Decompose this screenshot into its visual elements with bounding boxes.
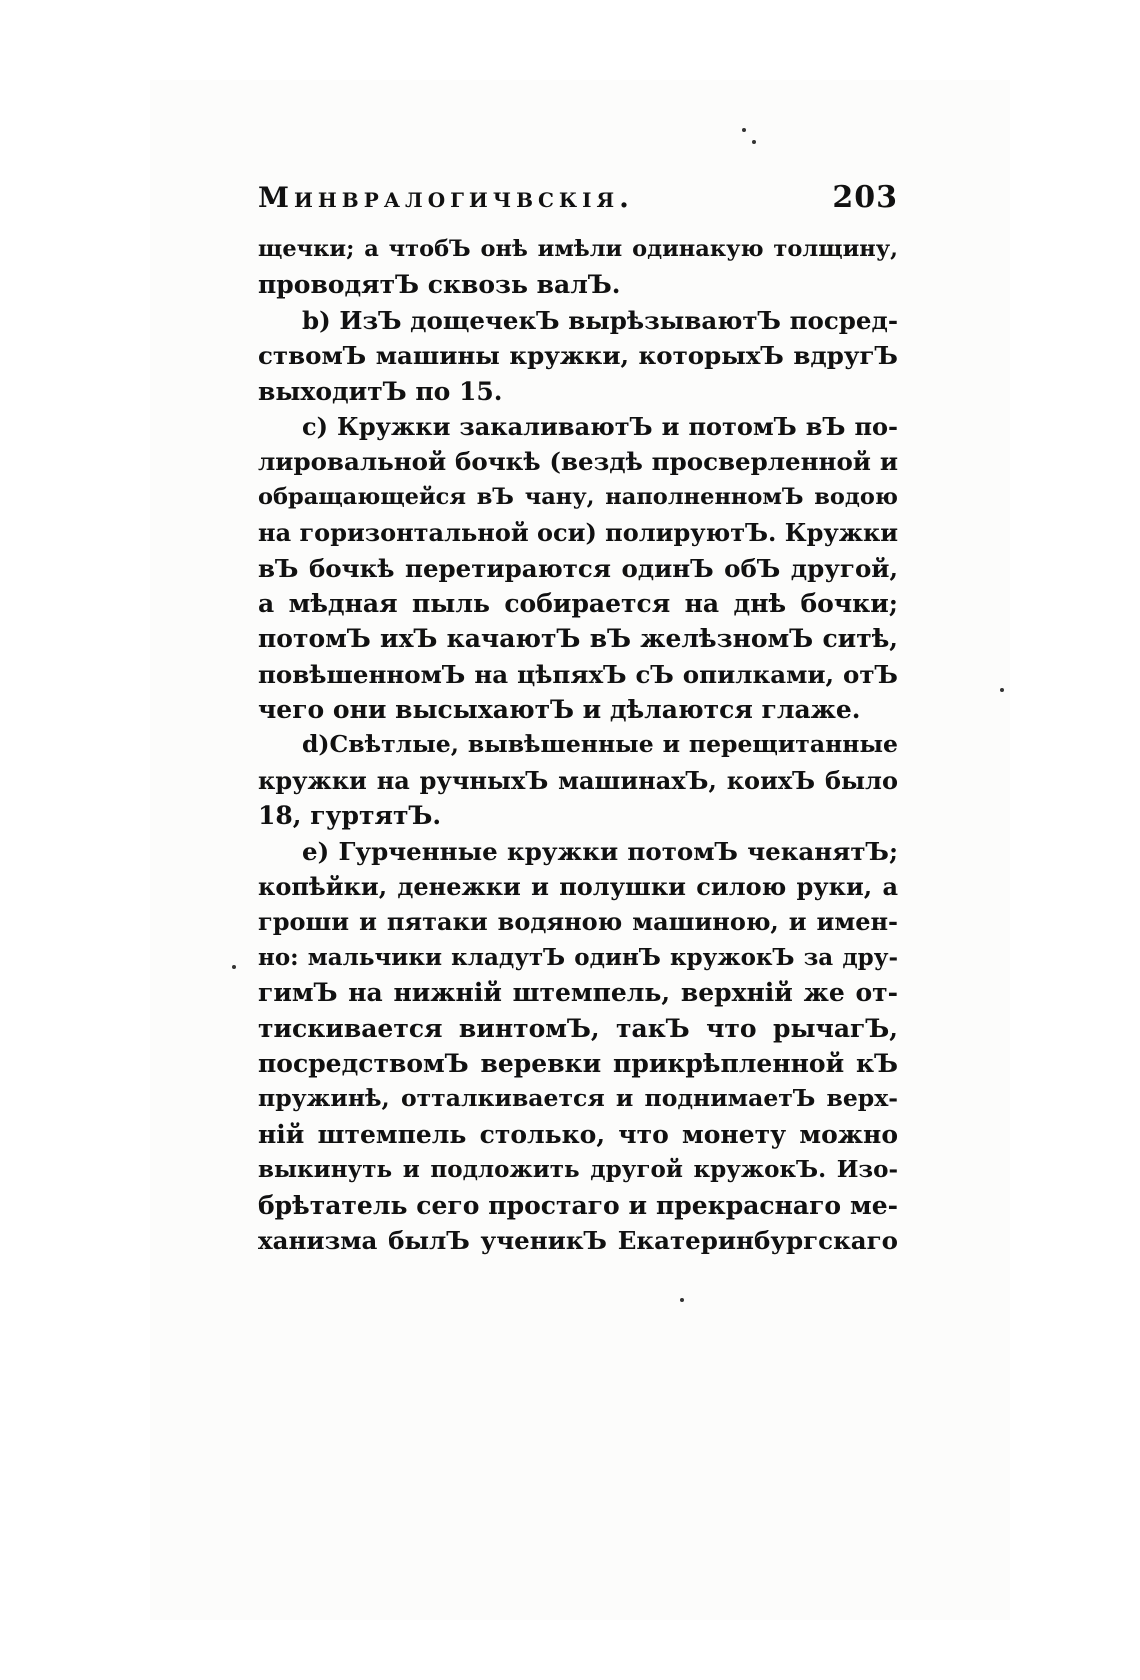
text-line: брѣтатель сего простаго и прекраснаго ме-: [258, 1190, 898, 1220]
text-line: потомЪ ихЪ качаютЪ вЪ желѣзномЪ ситѣ,: [258, 624, 898, 654]
scan-speck: [1000, 688, 1004, 692]
text-block: [258, 180, 898, 1258]
text-line: кружки на ручныхЪ машинахЪ, коихЪ было: [258, 765, 898, 795]
text-line: копѣйки, денежки и полушки силою руки, а: [258, 872, 898, 902]
page-number: 203: [832, 180, 898, 215]
text-line: посредствомЪ веревки прикрѣпленной кЪ: [258, 1048, 898, 1078]
text-line: гроши и пятаки водяною машиною, и имен-: [258, 907, 898, 937]
text-line: проводятЪ сквозь валЪ.: [258, 270, 621, 300]
text-line: повѣшенномЪ на цѣпяхЪ сЪ опилками, отЪ: [258, 659, 898, 689]
text-line: гимЪ на нижній штемпель, верхній же от-: [258, 978, 898, 1008]
text-line: тискивается винтомЪ, такЪ что рычагЪ,: [258, 1013, 898, 1043]
text-line: щечки; а чтобЪ онѣ имѣли одинакую толщину,: [258, 236, 898, 262]
text-line: на горизонтальной оси) полируютЪ. Кружки: [258, 518, 898, 548]
text-line: а мѣдная пыль собирается на днѣ бочки;: [258, 588, 898, 618]
text-line: e) Гурченные кружки потомЪ чеканятЪ;: [302, 836, 898, 866]
text-line: c) Кружки закаливаютЪ и потомЪ вЪ по-: [302, 411, 898, 441]
text-line: d)Свѣтлые, вывѣшенные и перещитанные: [302, 730, 898, 759]
scan-speck: [232, 965, 236, 969]
running-title: Минвралогичвскія.: [258, 181, 634, 214]
text-line: лировальной бочкѣ (вездѣ просверленной и: [258, 447, 898, 477]
text-line: выходитЪ по 15.: [258, 376, 503, 406]
scan-speck: [752, 140, 756, 144]
text-line: пружинѣ, отталкивается и поднимаетЪ верх-: [258, 1084, 898, 1113]
text-line: b) ИзЪ дощечекЪ вырѣзываютЪ посред-: [302, 305, 898, 335]
text-line: вЪ бочкѣ перетираются одинЪ обЪ другой,: [258, 553, 898, 583]
text-line: ній штемпель столько, что монету можно: [258, 1119, 898, 1149]
scan-speck: [680, 1298, 684, 1302]
text-line: чего они высыхаютЪ и дѣлаются глаже.: [258, 695, 861, 725]
text-line: ствомЪ машины кружки, которыхЪ вдругЪ: [258, 341, 898, 371]
text-line: 18, гуртятЪ.: [258, 801, 442, 831]
text-line: но: мальчики кладутЪ одинЪ кружокЪ за дру-: [258, 943, 898, 971]
scan-speck: [742, 128, 746, 132]
text-line: ханизма былЪ ученикЪ Екатеринбургскаго: [258, 1225, 898, 1255]
text-line: выкинуть и подложить другой кружокЪ. Изо-: [258, 1156, 898, 1184]
text-line: обращающейся вЪ чану, наполненномЪ водою: [258, 483, 898, 510]
running-head: [258, 180, 898, 232]
